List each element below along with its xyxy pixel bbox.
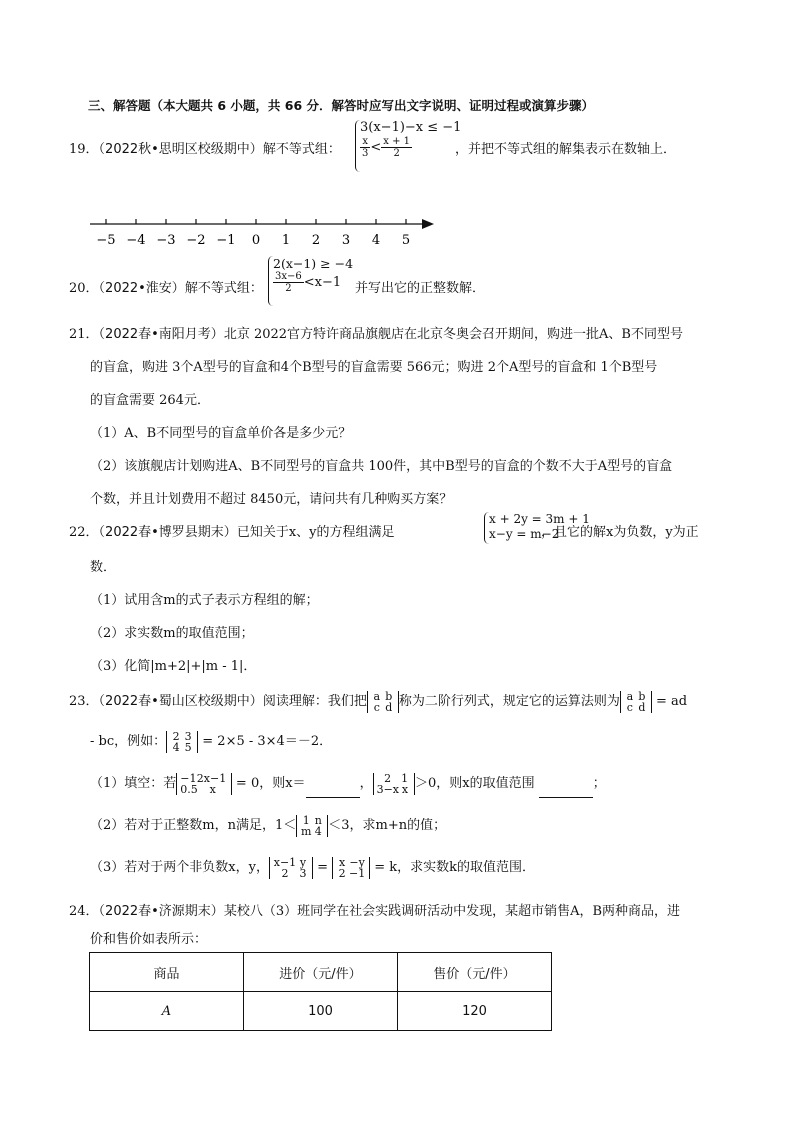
number-line <box>88 212 438 252</box>
axis-tick-label: −4 <box>126 233 146 248</box>
sub-question-2: （2）求实数m的取值范围； <box>90 626 254 641</box>
axis-tick-label: 0 <box>251 233 261 248</box>
sub-question-2: （2）该旗舰店计划购进A、B不同型号的盲盒共 100件，其中B型号的盲盒的个数不大于A型号的盲盒 <box>90 459 673 474</box>
question-source: （2022春•蜀山区校级期中） <box>98 694 263 709</box>
question-number: 23． <box>69 694 99 709</box>
table-cell: 100 <box>244 992 398 1031</box>
determinant-abcd: a b c d <box>367 691 399 713</box>
question-source: （2022秋•思明区校级期中） <box>98 142 263 157</box>
question-text: 某校八（3）班同学在社会实践调研活动中发现，某超市销售A，B两种商品，进 <box>223 904 681 919</box>
axis-tick-label: −2 <box>186 233 206 248</box>
question-text: 阅读理解：我们把 <box>262 694 367 709</box>
determinant-example: 2 3 4 5 <box>166 731 198 753</box>
question-text-line: 的盲盒需要 264元． <box>90 393 210 408</box>
table-row <box>90 992 552 1031</box>
axis-tick-label: 1 <box>281 233 291 248</box>
inequality-rhs: <x−1 <box>303 275 342 290</box>
question-text-tail: 并写出它的正整数解． <box>355 281 486 296</box>
question-22 <box>69 521 395 540</box>
axis-tick-label: −1 <box>216 233 236 248</box>
inequality-line-1: 2(x−1) ≥ −4 <box>273 256 354 271</box>
sub-question-3: （3）若对于两个非负数x，y， x−1 y 2 3 = x −y 2 −1 = k，求实数k的取值范围． <box>90 855 536 880</box>
question-text-line: 数． <box>90 560 117 575</box>
question-number: 21． <box>69 327 99 342</box>
sub-question-1: （1）A、B不同型号的盲盒单价各是多少元？ <box>90 426 352 441</box>
table-header-cell: 商品 <box>90 953 244 992</box>
question-23-example: - bc，例如： 2 3 4 5 = 2×5 - 3×4＝－2． <box>90 729 333 754</box>
inequality-system-20 <box>268 256 353 306</box>
sub-question-2: （2）若对于正整数m，n满足，1＜ 1 n m 4 ＜3，求m+n的值； <box>90 813 447 838</box>
equation-line-2: x−y = m−2 <box>489 527 560 541</box>
arrow-right-icon <box>422 219 434 229</box>
inequality-line-1: 3(x−1)−x ≤ −1 <box>360 120 462 135</box>
axis-tick-label: −3 <box>156 233 176 248</box>
price-table <box>89 952 552 1031</box>
question-text-line: 的盲盒，购进 3个A型号的盲盒和4个B型号的盲盒需要 566元；购进 2个A型号的盲盒和 1个B型号 <box>90 360 658 375</box>
question-number: 19． <box>69 142 99 157</box>
question-19 <box>69 138 341 157</box>
question-source: （2022春•济源期末） <box>98 904 224 919</box>
question-source: （2022春•博罗县期末） <box>98 525 237 540</box>
determinant-p3a: x−1 y 2 3 <box>269 857 313 879</box>
axis-tick-label: 5 <box>401 233 411 248</box>
axis-tick-label: 4 <box>371 233 381 248</box>
question-24 <box>69 900 680 919</box>
table-header-row <box>90 953 552 992</box>
rule-result: = ad <box>655 694 688 709</box>
table-header-cell: 售价（元/件） <box>398 953 552 992</box>
question-text-tail: ，且它的解x为负数，y为正 <box>541 525 699 540</box>
question-text: 称为二阶行列式，规定它的运算法则为 <box>398 694 620 709</box>
sub-question-2-cont: 个数，并且计划费用不超过 8450元，请问共有几种购买方案？ <box>90 492 453 507</box>
determinant-p2: 1 n m 4 <box>296 815 328 837</box>
question-source: （2022•淮安） <box>98 281 185 296</box>
question-number: 22． <box>69 525 99 540</box>
question-number: 20． <box>69 281 99 296</box>
axis-tick-label: −5 <box>96 233 116 248</box>
table-header-cell: 进价（元/件） <box>244 953 398 992</box>
question-text: 解不等式组： <box>184 281 263 296</box>
answer-blank-2[interactable] <box>539 785 593 798</box>
question-source: （2022春•南阳月考） <box>98 327 224 342</box>
sub-question-1: （1）填空：若 −12x−1 0.5 x = 0，则x＝ ， 2 1 3−x x ＞0，则x的取值范围 ； <box>90 770 606 798</box>
question-21 <box>69 323 683 342</box>
axis-tick-label: 3 <box>341 233 351 248</box>
table-cell: A <box>90 992 244 1031</box>
determinant-p3b: x −y 2 −1 <box>332 857 370 879</box>
determinant-p1b: 2 1 3−x x <box>373 773 415 795</box>
axis-tick-label: 2 <box>311 233 321 248</box>
question-text-line: 价和售价如表所示： <box>90 932 208 947</box>
sub-question-1: （1）试用含m的式子表示方程组的解； <box>90 593 319 608</box>
question-20 <box>69 277 263 296</box>
inequality-system-19 <box>355 120 461 172</box>
determinant-abcd-rule: a b c d <box>620 691 652 713</box>
determinant-p1: −12x−1 0.5 x <box>176 773 232 795</box>
fraction-x-plus-1-over-2: $\frac{x + 1}{2}$ <box>383 136 411 159</box>
question-23 <box>69 688 687 716</box>
question-text: 北京 2022官方特许商品旗舰店在北京冬奥会召开期间，购进一批A、B不同型号 <box>223 327 683 342</box>
answer-blank-1[interactable] <box>306 785 360 798</box>
question-text: 已知关于x、y的方程组满足 <box>236 525 395 540</box>
fraction-3x-6-over-2: $\frac{3x-6}{2}$ <box>275 271 302 294</box>
question-number: 24． <box>69 904 99 919</box>
question-text: 解不等式组： <box>262 142 341 157</box>
table-cell: 120 <box>398 992 552 1031</box>
sub-question-3: （3）化简|m+2|+|m - 1|． <box>90 659 257 674</box>
question-text-tail: ，并把不等式组的解集表示在数轴上． <box>455 142 677 157</box>
section-heading: 三、解答题（本大题共 6 小题，共 66 分．解答时应写出文字说明、证明过程或演算步骤） <box>88 98 595 113</box>
equation-line-1: x + 2y = 3m + 1 <box>489 512 590 526</box>
fraction-x-over-3: $\frac{x}{3}$ <box>362 136 369 159</box>
less-than: < <box>370 140 382 155</box>
